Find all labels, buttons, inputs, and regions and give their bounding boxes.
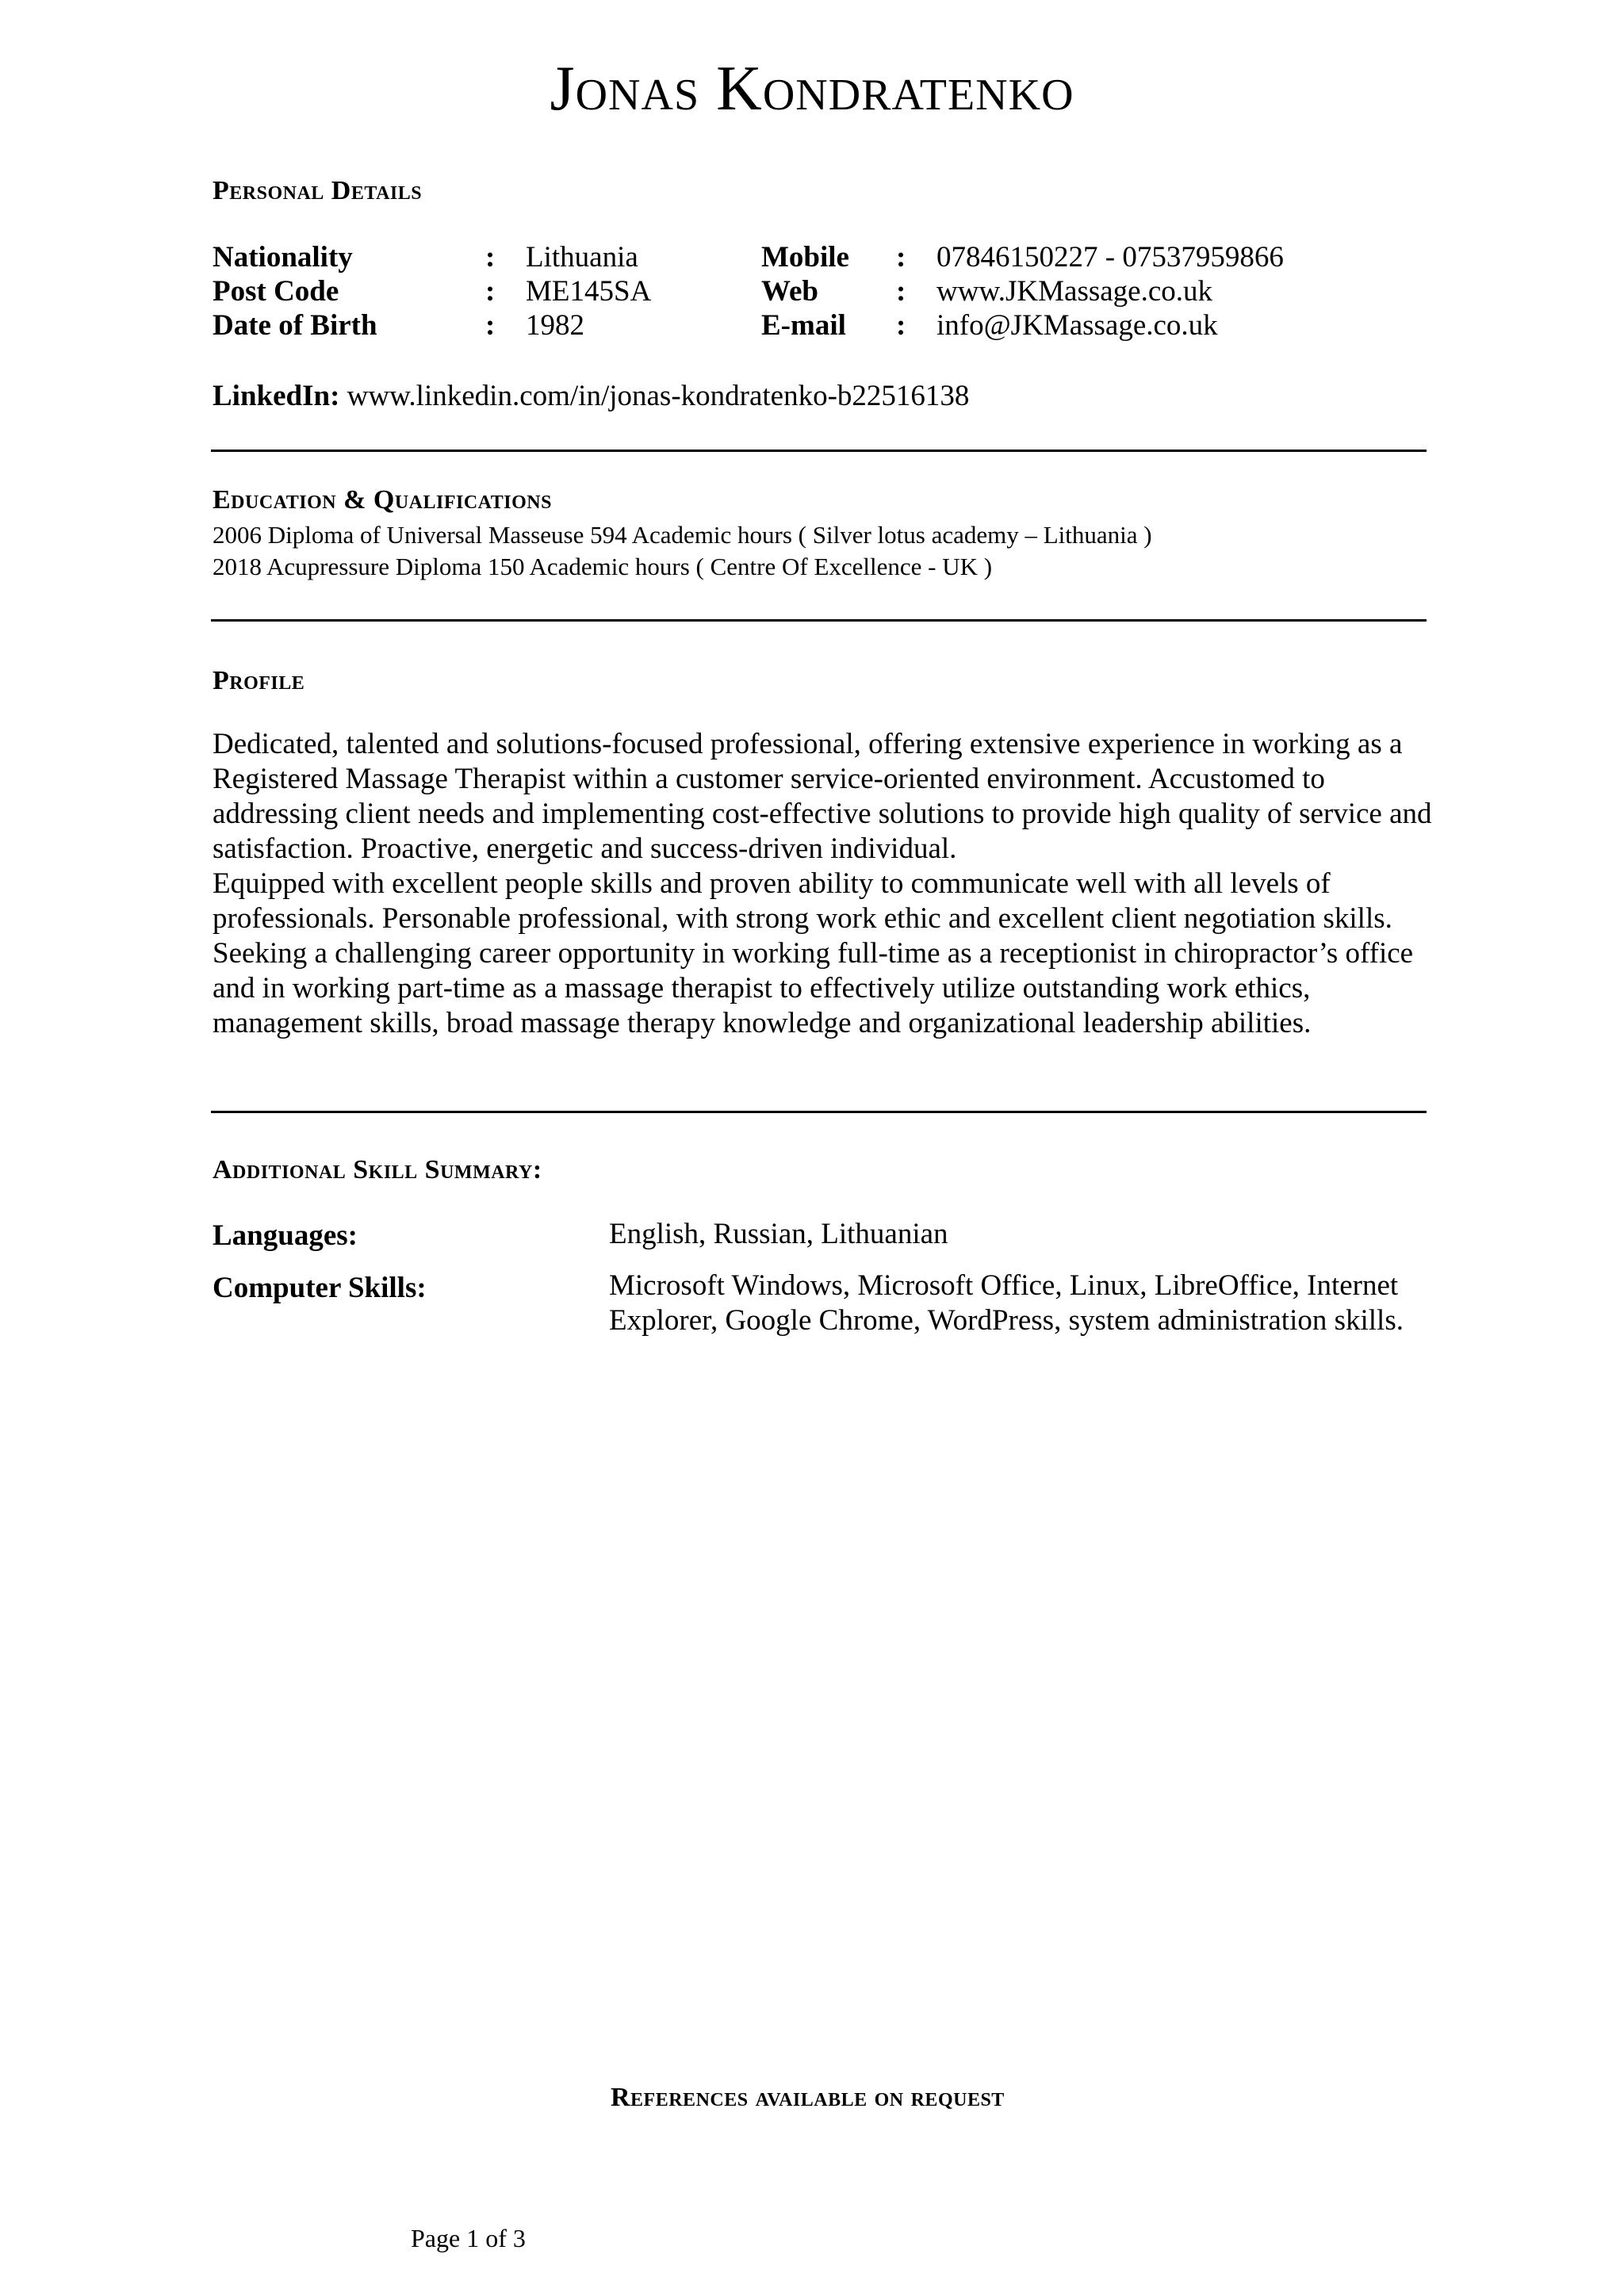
divider bbox=[211, 450, 1427, 452]
post-code-colon: : bbox=[485, 275, 496, 308]
references-note: References available on request bbox=[611, 2083, 1005, 2112]
email-label: E-mail bbox=[761, 309, 846, 342]
education-heading: Education & Qualifications bbox=[213, 485, 552, 515]
divider bbox=[211, 619, 1427, 622]
linkedin-link[interactable]: www.linkedin.com/in/jonas-kondratenko-b22516138 bbox=[339, 380, 970, 412]
date-of-birth-colon: : bbox=[485, 309, 496, 342]
nationality-label: Nationality bbox=[213, 241, 353, 274]
education-item: 2006 Diploma of Universal Masseuse 594 Academic hours ( Silver lotus academy – Lithuania ) bbox=[213, 521, 1152, 549]
linkedin-label: LinkedIn: bbox=[213, 380, 340, 412]
mobile-colon: : bbox=[896, 241, 906, 274]
languages-value: English, Russian, Lithuanian bbox=[609, 1218, 948, 1250]
education-item: 2018 Acupressure Diploma 150 Academic hours ( Centre Of Excellence - UK ) bbox=[213, 553, 993, 580]
linkedin-line bbox=[213, 379, 969, 413]
profile-heading: Profile bbox=[213, 666, 305, 695]
mobile-label: Mobile bbox=[761, 241, 849, 274]
divider bbox=[211, 1111, 1427, 1113]
nationality-value: Lithuania bbox=[526, 241, 638, 274]
email-link[interactable]: info@JKMassage.co.uk bbox=[936, 309, 1218, 342]
computer-skills-value: Microsoft Windows, Microsoft Office, Linux, LibreOffice, Internet Explorer, Google Chrome, WordPress, system administration skills. bbox=[609, 1269, 1404, 1337]
web-link[interactable]: www.JKMassage.co.uk bbox=[936, 275, 1213, 308]
date-of-birth-label: Date of Birth bbox=[213, 309, 377, 342]
web-colon: : bbox=[896, 275, 906, 308]
nationality-colon: : bbox=[485, 241, 496, 274]
candidate-name: Jonas Kondratenko bbox=[550, 54, 1074, 124]
email-colon: : bbox=[896, 309, 906, 342]
profile-paragraph: Dedicated, talented and solutions-focused professional, offering extensive experience in working as a Registered Massage Therapist within a customer service-oriented environment. Accustomed to addressing client needs and implementing cost-effective solutions to provide high quality of service and satisfaction. Proactive, energetic and success-driven individual. bbox=[213, 728, 1432, 865]
personal-details-heading: Personal Details bbox=[213, 176, 423, 205]
computer-skills-label: Computer Skills: bbox=[213, 1272, 427, 1304]
page-number: Page 1 of 3 bbox=[411, 2224, 526, 2252]
languages-label: Languages: bbox=[213, 1219, 358, 1252]
skills-heading: Additional Skill Summary: bbox=[213, 1155, 542, 1184]
web-label: Web bbox=[761, 275, 818, 308]
post-code-value: ME145SA bbox=[526, 275, 652, 308]
profile-text bbox=[213, 727, 1434, 1041]
post-code-label: Post Code bbox=[213, 275, 339, 308]
date-of-birth-value: 1982 bbox=[526, 309, 584, 342]
profile-paragraph: Equipped with excellent people skills and proven ability to communicate well with all levels of professionals. Personable professional, with strong work ethic and excellent client negotiation skills. Seeking a challenging career opportunity in working full-time as a receptionist in chiropractor’s office and in working part-time as a massage therapist to effectively utilize outstanding work ethics, management skills, broad massage therapy knowledge and organizational leadership abilities. bbox=[213, 867, 1414, 1039]
mobile-value: 07846150227 - 07537959866 bbox=[936, 241, 1284, 274]
